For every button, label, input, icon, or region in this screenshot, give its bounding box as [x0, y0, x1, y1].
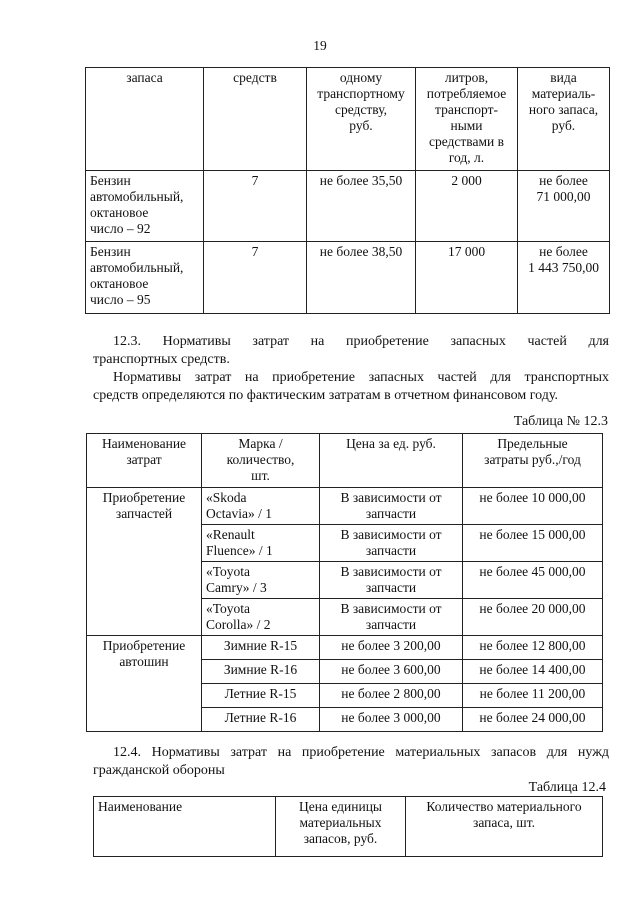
section-paragraph-12-3-line1: Нормативы затрат на приобретение запасных частей для транспортных — [113, 370, 609, 385]
unit-price-cell: В зависимости от запчасти — [320, 525, 463, 562]
brand-count-cell: «Skoda Octavia» / 1 — [202, 488, 320, 525]
table-header-cell: одному транспортному средству, руб. — [307, 68, 416, 171]
unit-price-cell: В зависимости от запчасти — [320, 562, 463, 599]
cost-limit-cell: не более 1 443 750,00 — [518, 242, 610, 314]
cost-group-tires: Приобретение автошин — [87, 636, 202, 732]
vehicle-count-cell: 7 — [204, 171, 307, 242]
table-header-cell: Предельные затраты руб.,/год — [463, 434, 603, 488]
table-header-cell: средств — [204, 68, 307, 171]
table-header-cell: Количество материального запаса, шт. — [406, 797, 603, 857]
table-header-row — [87, 434, 603, 488]
table-header-cell: Марка / количество, шт. — [202, 434, 320, 488]
table-header-cell: Наименование — [94, 797, 276, 857]
brand-count-cell: «Renault Fluence» / 1 — [202, 525, 320, 562]
brand-count-cell: «Toyota Corolla» / 2 — [202, 599, 320, 636]
cost-limit-cell: не более 45 000,00 — [463, 562, 603, 599]
fuel-name-cell: Бензин автомобильный, октановое число – 95 — [86, 242, 204, 314]
tire-type-cell: Летние R-15 — [202, 684, 320, 708]
section-heading-12-4-line1: 12.4. Нормативы затрат на приобретение материальных запасов для нужд — [113, 745, 609, 760]
spare-parts-table — [86, 433, 603, 732]
cost-limit-cell: не более 12 800,00 — [463, 636, 603, 660]
table-header-cell: литров, потребляемое транспорт- ными средствами в год, л. — [416, 68, 518, 171]
civil-defense-table — [93, 796, 603, 857]
tire-type-cell: Зимние R-15 — [202, 636, 320, 660]
cost-limit-cell: не более 71 000,00 — [518, 171, 610, 242]
table-header-cell: Цена единицы материальных запасов, руб. — [276, 797, 406, 857]
unit-price-cell: В зависимости от запчасти — [320, 599, 463, 636]
fuel-norms-table — [85, 67, 610, 314]
table-header-cell: запаса — [86, 68, 204, 171]
cost-group-spare-parts: Приобретение запчастей — [87, 488, 202, 636]
table-row — [87, 636, 603, 660]
section-heading-12-3-line1: 12.3. Нормативы затрат на приобретение запасных частей для — [113, 334, 609, 349]
cost-limit-cell: не более 20 000,00 — [463, 599, 603, 636]
cost-limit-cell: не более 14 400,00 — [463, 660, 603, 684]
table-caption-12-4: Таблица 12.4 — [528, 780, 606, 795]
unit-price-cell: не более 3 200,00 — [320, 636, 463, 660]
cost-limit-cell: не более 10 000,00 — [463, 488, 603, 525]
section-heading-12-3-line2: транспортных средств. — [93, 352, 230, 367]
table-header-cell: Наименование затрат — [87, 434, 202, 488]
unit-price-cell: В зависимости от запчасти — [320, 488, 463, 525]
price-cell: не более 38,50 — [307, 242, 416, 314]
vehicle-count-cell: 7 — [204, 242, 307, 314]
brand-count-cell: «Toyota Camry» / 3 — [202, 562, 320, 599]
tire-type-cell: Зимние R-16 — [202, 660, 320, 684]
liters-cell: 2 000 — [416, 171, 518, 242]
table-header-cell: вида материаль- ного запаса, руб. — [518, 68, 610, 171]
page-number: 19 — [313, 38, 327, 53]
table-header-cell: Цена за ед. руб. — [320, 434, 463, 488]
tire-type-cell: Летние R-16 — [202, 708, 320, 732]
unit-price-cell: не более 3 600,00 — [320, 660, 463, 684]
unit-price-cell: не более 2 800,00 — [320, 684, 463, 708]
price-cell: не более 35,50 — [307, 171, 416, 242]
table-row — [87, 488, 603, 525]
unit-price-cell: не более 3 000,00 — [320, 708, 463, 732]
table-row — [86, 171, 610, 242]
fuel-name-cell: Бензин автомобильный, октановое число – 92 — [86, 171, 204, 242]
table-header-row — [86, 68, 610, 171]
section-paragraph-12-3-line2: средств определяются по фактическим затратам в отчетном финансовом году. — [93, 388, 558, 403]
liters-cell: 17 000 — [416, 242, 518, 314]
section-heading-12-4-line2: гражданской обороны — [93, 763, 225, 778]
cost-limit-cell: не более 24 000,00 — [463, 708, 603, 732]
cost-limit-cell: не более 15 000,00 — [463, 525, 603, 562]
table-row — [86, 242, 610, 314]
cost-limit-cell: не более 11 200,00 — [463, 684, 603, 708]
table-caption-12-3: Таблица № 12.3 — [513, 414, 608, 429]
table-header-row — [94, 797, 603, 857]
